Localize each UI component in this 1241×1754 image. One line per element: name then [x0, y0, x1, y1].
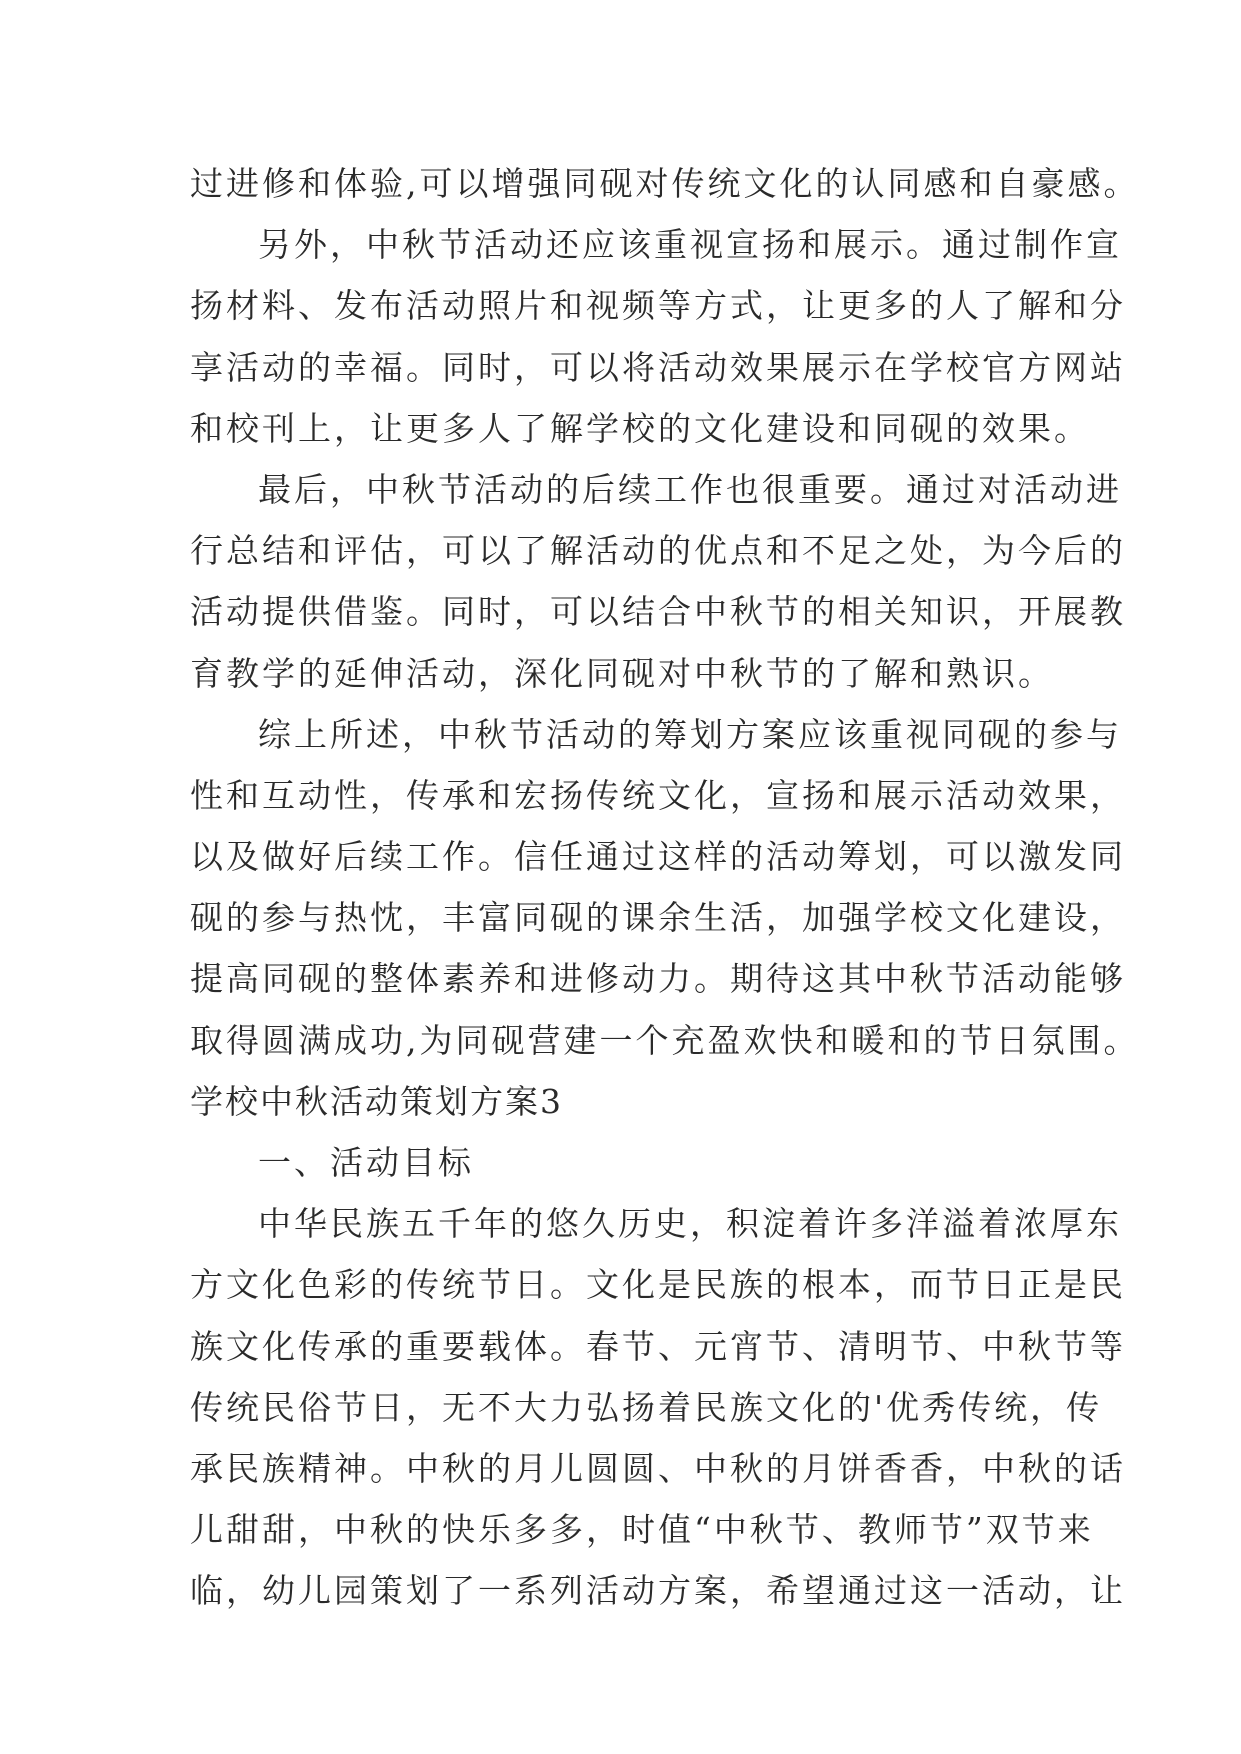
paragraph-line: 过进修和体验,可以增强同砚对传统文化的认同感和自豪感。: [190, 164, 1140, 203]
paragraph-line: 以及做好后续工作。信任通过这样的活动筹划，可以激发同: [190, 837, 1126, 877]
paragraph-line: 传统民俗节日，无不大力弘扬着民族文化的'优秀传统，传: [190, 1387, 1103, 1427]
paragraph-line: 提高同砚的整体素养和进修动力。期待这其中秋节活动能够: [190, 959, 1126, 999]
paragraph-line: 性和互动性，传承和宏扬传统文化，宣扬和展示活动效果，: [190, 775, 1126, 815]
section-title: 学校中秋活动策划方案3: [190, 1081, 563, 1121]
paragraph-line: 享活动的幸福。同时，可以将活动效果展示在学校官方网站: [190, 347, 1126, 387]
paragraph-line: 砚的参与热忱，丰富同砚的课余生活，加强学校文化建设，: [190, 898, 1126, 938]
paragraph-line: 活动提供借鉴。同时，可以结合中秋节的相关知识，开展教: [190, 592, 1126, 632]
paragraph-line: 方文化色彩的传统节日。文化是民族的根本，而节日正是民: [190, 1265, 1126, 1305]
paragraph-line: 最后，中秋节活动的后续工作也很重要。通过对活动进: [258, 469, 1122, 509]
paragraph-line: 育教学的延伸活动，深化同砚对中秋节的了解和熟识。: [190, 653, 1054, 693]
section-subheading: 一、活动目标: [258, 1143, 474, 1182]
paragraph-line: 儿甜甜，中秋的快乐多多，时值“中秋节、教师节”双节来: [190, 1510, 1094, 1550]
paragraph-line: 另外，中秋节活动还应该重视宣扬和展示。通过制作宣: [258, 225, 1122, 265]
paragraph-line: 承民族精神。中秋的月儿圆圆、中秋的月饼香香，中秋的话: [190, 1448, 1126, 1488]
paragraph-line: 综上所述，中秋节活动的筹划方案应该重视同砚的参与: [258, 714, 1122, 754]
document-body: [190, 153, 1140, 1622]
paragraph-line: 取得圆满成功,为同砚营建一个充盈欢快和暖和的节日氛围。: [190, 1020, 1140, 1060]
paragraph-line: 族文化传承的重要载体。春节、元宵节、清明节、中秋节等: [190, 1326, 1126, 1366]
paragraph-line: 和校刊上，让更多人了解学校的文化建设和同砚的效果。: [190, 408, 1090, 448]
paragraph-line: 行总结和评估，可以了解活动的优点和不足之处，为今后的: [190, 531, 1126, 571]
paragraph-line: 临，幼儿园策划了一系列活动方案，希望通过这一活动，让: [190, 1571, 1126, 1611]
paragraph-line: 中华民族五千年的悠久历史，积淀着许多洋溢着浓厚东: [258, 1204, 1122, 1244]
paragraph-line: 扬材料、发布活动照片和视频等方式，让更多的人了解和分: [190, 286, 1126, 326]
